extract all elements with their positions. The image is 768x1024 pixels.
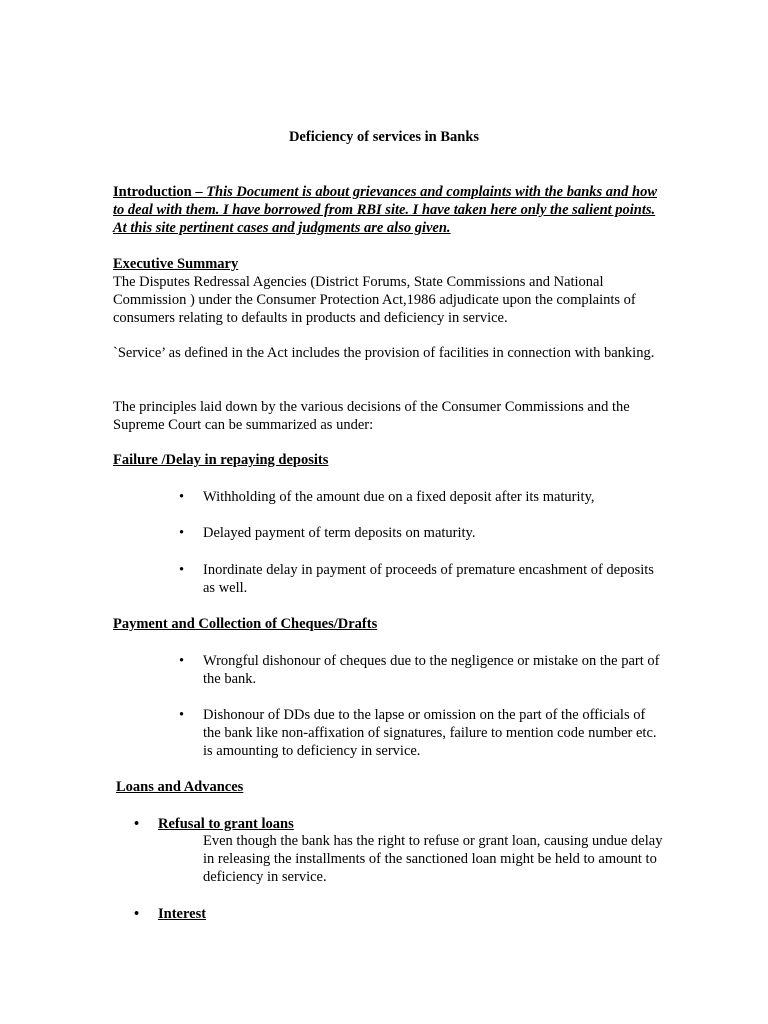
executive-summary-heading: Executive Summary — [113, 256, 239, 272]
loans-bullet-refusal: • Refusal to grant loans — [158, 815, 294, 833]
executive-summary-paragraph-1: The Disputes Redressal Agencies (District Forums, State Commissions and National Commission ) under the Consumer Protection Act,1986 adjudicate upon the complaints of consumers relating to defaults in products and deficiency in service. — [113, 274, 636, 326]
deposits-bullet: • Inordinate delay in payment of proceeds of premature encashment of deposits as well. — [203, 561, 663, 597]
executive-summary-paragraph-2: `Service’ as defined in the Act includes the provision of facilities in connection with banking. — [113, 345, 655, 361]
cheques-bullet: • Dishonour of DDs due to the lapse or omission on the part of the officials of the bank like non-affixation of signatures, failure to mention code number etc. is amounting to deficiency in service. — [203, 706, 663, 760]
loans-heading: Loans and Advances — [116, 779, 244, 795]
deposits-bullet: • Withholding of the amount due on a fixed deposit after its maturity, — [203, 488, 663, 506]
deposits-heading: Failure /Delay in repaying deposits — [113, 452, 329, 468]
introduction-text: This Document is about grievances and complaints with the banks and how to deal with them. I have borrowed from RBI site. I have taken here only the salient points. At this site pertinent cases and judgments are also given. — [113, 184, 657, 236]
deposits-bullet: • Delayed payment of term deposits on maturity. — [203, 524, 663, 542]
document-title: Deficiency of services in Banks — [288, 129, 480, 145]
introduction-label: Introduction – — [113, 184, 207, 200]
cheques-heading: Payment and Collection of Cheques/Drafts — [113, 616, 378, 632]
loans-bullet-interest: • Interest — [158, 905, 206, 923]
executive-summary-paragraph-3: The principles laid down by the various decisions of the Consumer Commissions and the Supreme Court can be summarized as under: — [113, 399, 630, 433]
cheques-bullet: • Wrongful dishonour of cheques due to the negligence or mistake on the part of the bank. — [203, 652, 663, 688]
loans-refusal-text: Even though the bank has the right to refuse or grant loan, causing undue delay in releasing the installments of the sanctioned loan might be held to amount to deficiency in service. — [203, 833, 663, 885]
introduction-paragraph — [113, 183, 658, 237]
